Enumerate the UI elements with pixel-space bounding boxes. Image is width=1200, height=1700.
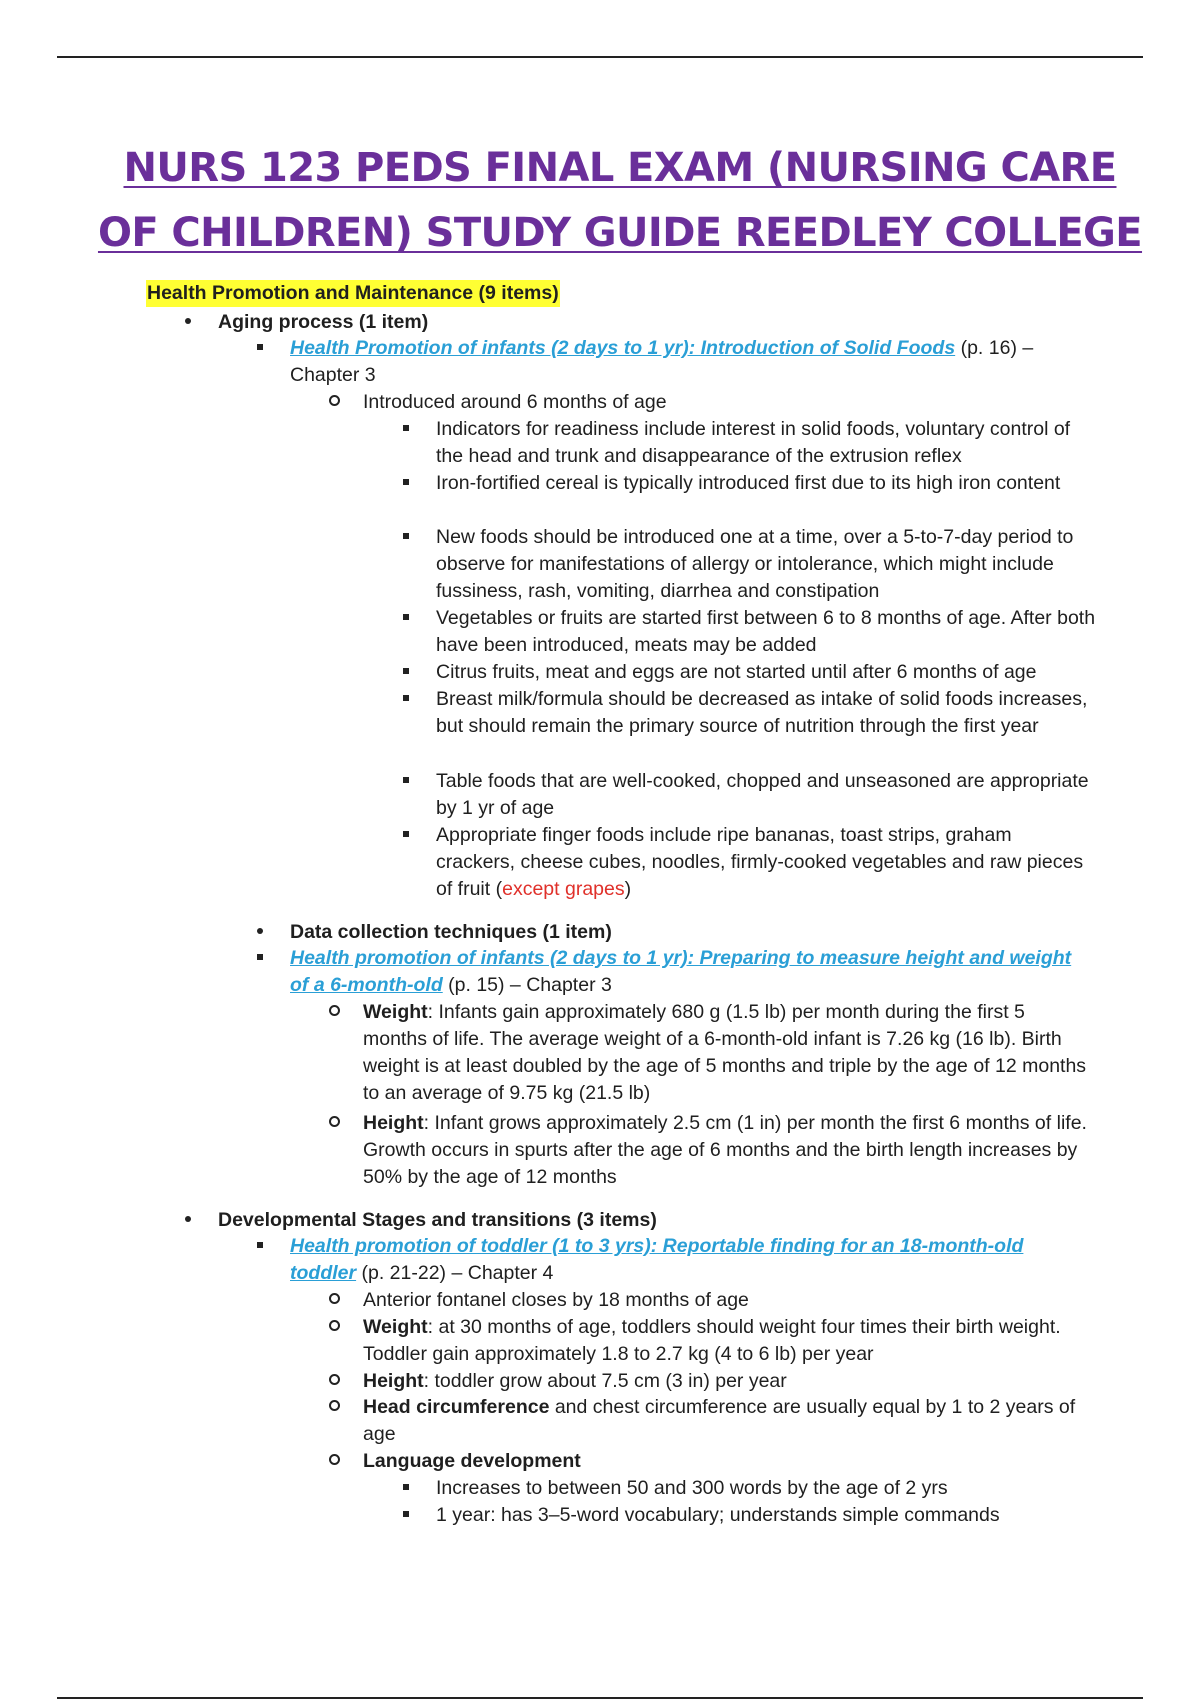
solid-foods-intro: Introduced around 6 months of age: [363, 391, 667, 413]
reference-link[interactable]: Health Promotion of infants (2 days to 1 yr): Introduction of Solid Foods: [290, 337, 956, 359]
bullet-square-icon: [396, 524, 416, 551]
bottom-divider: [57, 1697, 1143, 1699]
page-title-line-1: NURS 123 PEDS FINAL EXAM (NURSING CARE: [123, 145, 1117, 191]
bullet-circle-icon: [324, 1448, 344, 1475]
top-divider: [57, 56, 1143, 58]
reference-chapter: Chapter 3: [290, 364, 376, 386]
bullet-circle-icon: [324, 1287, 344, 1314]
fontanel-text: Anterior fontanel closes by 18 months of age: [363, 1289, 749, 1311]
bullet-circle-icon: [324, 1110, 344, 1137]
topic-label: Developmental Stages and transitions (3 items): [218, 1209, 657, 1231]
bullet-square-icon: [396, 768, 416, 795]
page-title-line-2: OF CHILDREN) STUDY GUIDE REEDLEY COLLEGE: [97, 210, 1143, 256]
bullet-dot-icon: [178, 309, 198, 336]
bullet-square-icon: [250, 945, 270, 972]
bullet-square-icon: [396, 1475, 416, 1502]
bullet-square-icon: [396, 470, 416, 497]
bullet-circle-icon: [324, 1314, 344, 1341]
bullet-square-icon: [396, 416, 416, 443]
finger-foods-text: Appropriate finger foods include ripe bananas, toast strips, graham crackers, cheese cubes, noodles, firmly-cooked vegetables and raw pieces of fruit (: [436, 824, 1084, 900]
bullet-circle-icon: [324, 999, 344, 1026]
height-text: : Infant grows approximately 2.5 cm (1 in) per month the first 6 months of life. Growth occurs in spurts after the age of 6 months and the birth length increases by 50% by the age of 12 months: [363, 1112, 1087, 1188]
bullet-dot-icon: [178, 1207, 198, 1234]
topic-label: Data collection techniques (1 item): [290, 921, 612, 943]
finger-foods-close: ): [624, 878, 632, 900]
section-heading: Health Promotion and Maintenance (9 items): [146, 280, 560, 307]
bullet-square-icon: [396, 659, 416, 686]
weight-text: : Infants gain approximately 680 g (1.5 lb) per month during the first 5 months of life. The average weight of a 6-month-old infant is 7.26 kg (16 lb). Birth weight is at least doubled by the age of 5 months and triple by the age of 12 months to an average of 9.75 kg (21.5 lb): [363, 1001, 1087, 1104]
bullet-dot-icon: [250, 919, 270, 946]
weight-label: Weight: [363, 1316, 428, 1338]
finger-foods-exception: except grapes: [502, 878, 625, 900]
height-label: Height: [363, 1370, 424, 1392]
bullet-square-icon: [396, 822, 416, 849]
list-item-text: Iron-fortified cereal is typically introduced first due to its high iron content: [436, 472, 1061, 494]
bullet-square-icon: [250, 1233, 270, 1260]
list-item-text: Table foods that are well-cooked, chopped and unseasoned are appropriate by 1 yr of age: [436, 770, 1089, 819]
height-label: Height: [363, 1112, 424, 1134]
reference-suffix: (p. 16) –: [955, 337, 1034, 359]
bullet-circle-icon: [324, 1394, 344, 1421]
topic-label: Aging process (1 item): [218, 311, 429, 333]
list-item-text: Increases to between 50 and 300 words by the age of 2 yrs: [436, 1477, 948, 1499]
list-item-text: Citrus fruits, meat and eggs are not started until after 6 months of age: [436, 661, 1037, 683]
bullet-circle-icon: [324, 389, 344, 416]
list-item-text: New foods should be introduced one at a time, over a 5-to-7-day period to observe for manifestations of allergy or intolerance, which might include fussiness, rash, vomiting, diarrhea and constipation: [436, 526, 1074, 602]
height-text: : toddler grow about 7.5 cm (3 in) per year: [423, 1370, 787, 1392]
list-item-text: Vegetables or fruits are started first between 6 to 8 months of age. After both have been introduced, meats may be added: [436, 607, 1096, 656]
head-circumference-label: Head circumference: [363, 1396, 550, 1418]
list-item-text: 1 year: has 3–5-word vocabulary; understands simple commands: [436, 1504, 1000, 1526]
language-label: Language development: [363, 1450, 581, 1472]
reference-link[interactable]: Health promotion of toddler (1 to 3 yrs): Reportable finding for an 18-month-old toddler: [290, 1235, 1024, 1284]
list-item-text: Breast milk/formula should be decreased as intake of solid foods increases, but should remain the primary source of nutrition through the first year: [436, 688, 1088, 737]
bullet-square-icon: [396, 686, 416, 713]
bullet-circle-icon: [324, 1368, 344, 1395]
bullet-square-icon: [250, 335, 270, 362]
bullet-square-icon: [396, 1502, 416, 1529]
list-item-text: Indicators for readiness include interest in solid foods, voluntary control of the head and trunk and disappearance of the extrusion reflex: [436, 418, 1071, 467]
weight-label: Weight: [363, 1001, 428, 1023]
reference-suffix: (p. 21-22) – Chapter 4: [356, 1262, 554, 1284]
weight-text: : at 30 months of age, toddlers should weight four times their birth weight. Toddler gain approximately 1.8 to 2.7 kg (4 to 6 lb) per year: [363, 1316, 1061, 1365]
reference-suffix: (p. 15) – Chapter 3: [442, 974, 612, 996]
reference-link[interactable]: Health promotion of infants (2 days to 1 yr): Preparing to measure height and weight of a 6-month-old: [290, 947, 1072, 996]
head-circumference-text: and chest circumference are usually equal by 1 to 2 years of age: [363, 1396, 1076, 1445]
bullet-square-icon: [396, 605, 416, 632]
